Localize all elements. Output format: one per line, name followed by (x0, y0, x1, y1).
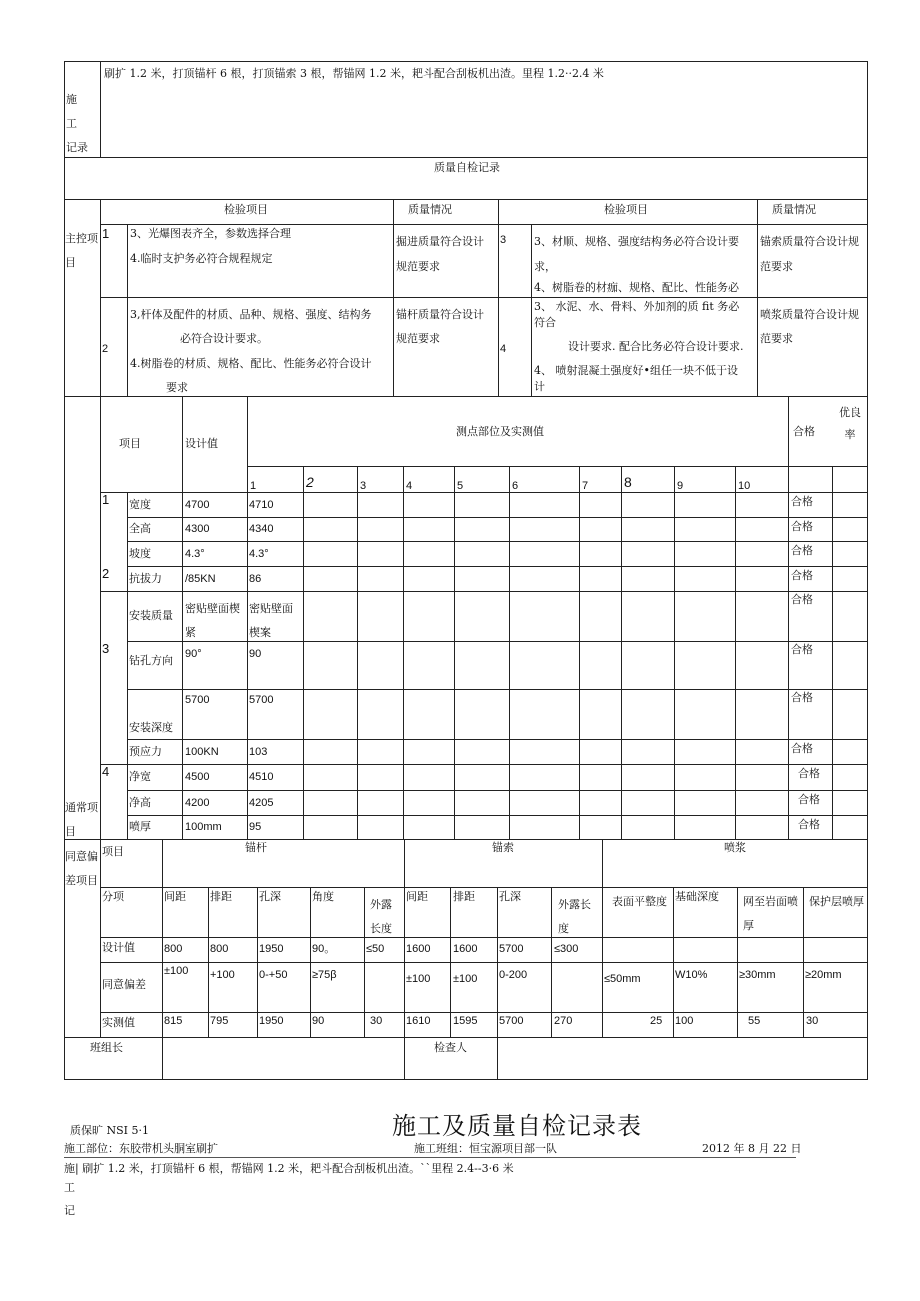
measured-value: 90 (249, 648, 262, 660)
header-underline (64, 1157, 796, 1158)
deviation-value: 90 (312, 1015, 325, 1027)
point-number: 6 (512, 480, 519, 492)
rule (497, 1037, 498, 1080)
deviation-value: W10% (675, 969, 708, 981)
rule (100, 61, 101, 157)
row2-right-quality: 范要求 (760, 332, 793, 345)
design-value: 密贴壁面楔紧 (185, 602, 240, 639)
subheader-cell: 排距 (453, 890, 475, 903)
pass-mark: 合格 (791, 544, 813, 557)
rule (64, 199, 868, 200)
rule (162, 1037, 163, 1080)
pass-mark: 合格 (791, 691, 813, 704)
general-header-item: 项目 (119, 437, 141, 450)
deviation-value: 1600 (453, 943, 478, 955)
subheader-cell: 间距 (406, 890, 428, 903)
rule (509, 466, 510, 839)
item-name: 坡度 (129, 547, 151, 560)
measured-value: 4340 (249, 523, 274, 535)
form-title: 施工及质量自检记录表 (392, 1112, 642, 1140)
next-record-label: 工 (64, 1181, 75, 1194)
pass-mark: 合格 (791, 569, 813, 582)
quality-title: 质量自检记录 (434, 161, 500, 174)
deviation-value: 1600 (406, 943, 431, 955)
point-number: 2 (306, 474, 314, 490)
point-number: 1 (250, 480, 257, 492)
row2-left-quality: 规范要求 (396, 332, 440, 345)
row2-right-line: 4、 喷射混凝土强度好•组任一块不低于设 (534, 364, 738, 377)
record-label-2: 工 (66, 117, 77, 130)
subheader-cell: 外露长度 (370, 898, 392, 935)
deviation-value: 5700 (499, 943, 524, 955)
group-number: 1 (102, 492, 110, 507)
deviation-header-bolt: 锚杆 (245, 841, 267, 854)
design-value: 4500 (185, 771, 210, 783)
design-value: 4.3° (185, 548, 205, 560)
form-code: 质保旷 NSI 5·1 (70, 1124, 149, 1137)
row2-no-left: 2 (102, 343, 109, 355)
deviation-value: 5700 (499, 1015, 524, 1027)
row1-no-left: 1 (102, 226, 110, 241)
measured-value: 4205 (249, 797, 274, 809)
rule (64, 1037, 868, 1038)
measured-value: 86 (249, 573, 262, 585)
rule (127, 689, 868, 690)
deviation-value: 90。 (312, 943, 336, 955)
rule (100, 591, 868, 592)
pass-mark: 合格 (791, 742, 813, 755)
subheader-cell: 保护层喷厚 (809, 895, 864, 908)
item-name: 预应力 (129, 745, 162, 758)
design-value: 4700 (185, 499, 210, 511)
subheader-cell: 孔深 (259, 890, 281, 903)
rule (100, 492, 868, 493)
measured-value: 4710 (249, 499, 274, 511)
design-value: 4200 (185, 797, 210, 809)
measured-value: 103 (249, 746, 268, 758)
point-number: 4 (406, 480, 413, 492)
row2-left-line: 必符合设计要求。 (180, 332, 268, 345)
measured-value: 密贴壁面楔案 (249, 602, 293, 639)
deviation-header-item: 项目 (102, 845, 124, 858)
deviation-value: ±100 (406, 973, 431, 985)
deviation-value: 795 (210, 1015, 229, 1027)
row2-left-quality: 锚杆质量符合设计 (396, 308, 484, 321)
site-team: 施工班组：恒宝源项目部一队 (414, 1142, 557, 1155)
row1-left-line: 3、光爆图表齐全，参数选择合理 (130, 227, 291, 240)
measured-value: 4.3° (249, 548, 269, 560)
row1-right-line: 3、材顺、规格、强度结构务必符合设计要 (534, 235, 739, 248)
item-name: 喷厚 (129, 820, 151, 833)
rule (832, 466, 833, 839)
rule (579, 466, 580, 839)
rule (127, 815, 868, 816)
signature-inspector: 检查人 (434, 1041, 467, 1054)
rule (100, 887, 868, 888)
row1-right-quality: 锚索质量符合设计规 (760, 235, 859, 248)
site-date: 2012 年 8 月 22 日 (702, 1142, 802, 1155)
general-header-points: 测点部位及实测值 (456, 425, 544, 438)
deviation-value: 55 (748, 1015, 761, 1027)
header-item-left: 检验项目 (224, 203, 268, 216)
row1-right-line: 4、树脂卷的材痂、规格、配比、性能务必 (534, 281, 739, 294)
rule (247, 396, 248, 839)
point-number: 9 (677, 480, 684, 492)
rule (100, 297, 868, 298)
subheader-cell: 网至岩面喷厚 (743, 895, 798, 932)
subheader-cell: 表面平整度 (612, 895, 667, 908)
deviation-value: 270 (554, 1015, 573, 1027)
row1-right-line: 求， (534, 260, 556, 273)
deviation-value: 800 (164, 943, 183, 955)
pass-mark: 合格 (791, 495, 813, 508)
subheader-cell: 排距 (210, 890, 232, 903)
rule (100, 1012, 868, 1013)
deviation-header-spray: 喷浆 (724, 841, 746, 854)
pass-mark: 合格 (791, 520, 813, 533)
row2-right-line: 符合 (534, 316, 556, 329)
subheader-cell: 角度 (312, 890, 334, 903)
rule (454, 466, 455, 839)
deviation-value: 815 (164, 1015, 183, 1027)
header-quality-left: 质量情况 (408, 203, 452, 216)
deviation-value: 0-+50 (259, 969, 288, 981)
item-name: 抗拔力 (129, 572, 162, 585)
general-label: 通常项目 (65, 801, 98, 838)
next-record-text: 施| 刷扩 1.2 米，打顶锚杆 6 根，帮锚网 1.2 米，耙斗配合刮板机出渣。``里程 2.4--3·6 米 (64, 1162, 514, 1175)
deviation-value: 1610 (406, 1015, 431, 1027)
rule (64, 839, 868, 840)
pass-mark: 合格 (791, 593, 813, 606)
general-header-pass: 合格 (793, 425, 815, 438)
rule (621, 466, 622, 839)
deviation-value: 100 (675, 1015, 694, 1027)
design-value: 90° (185, 648, 202, 660)
deviation-value: ≥75β (312, 969, 337, 981)
pass-mark: 合格 (798, 767, 820, 780)
design-value: /85KN (185, 573, 216, 585)
group-number: 2 (102, 566, 110, 581)
design-value: 100KN (185, 746, 219, 758)
rule (531, 224, 532, 396)
item-name: 钻孔方向 (129, 654, 173, 667)
rule (127, 739, 868, 740)
deviation-value: 25 (650, 1015, 663, 1027)
deviation-value: ≥30mm (739, 969, 776, 981)
deviation-value: ±100 (164, 965, 189, 977)
record-label-1: 施 (66, 93, 77, 106)
deviation-value: 1595 (453, 1015, 478, 1027)
deviation-value: 30 (370, 1015, 383, 1027)
header-quality-right: 质量情况 (772, 203, 816, 216)
rule (127, 566, 868, 567)
point-number: 3 (360, 480, 367, 492)
deviation-value: ≤50 (366, 943, 385, 955)
pass-mark: 合格 (798, 818, 820, 831)
deviation-value: ≤300 (554, 943, 579, 955)
measured-value: 95 (249, 821, 262, 833)
rule (404, 839, 405, 1079)
rule (674, 466, 675, 839)
row2-right-line: 设计要求. 配合比务必符合设计要求. (568, 340, 744, 353)
row2-left-line: 4.树脂卷的材质、规格、配比、性能务必符合设计 (130, 357, 372, 370)
rule (100, 764, 868, 765)
rule (403, 466, 404, 839)
rule (100, 396, 101, 839)
deviation-value: 0-200 (499, 969, 528, 981)
signature-leader: 班组长 (90, 1041, 123, 1054)
row2-left-line: 3,杆体及配件的材质、品种、规格、强度、结构务 (130, 308, 372, 321)
item-name: 净高 (129, 796, 151, 809)
deviation-header-cable: 锚索 (492, 841, 514, 854)
row1-right-quality: 范要求 (760, 260, 793, 273)
deviation-value: +100 (210, 969, 235, 981)
deviation-value: 1950 (259, 1015, 284, 1027)
general-header-excellent: 优良率 (839, 406, 861, 441)
row1-left-line: 4.临时支护务必符合规程规定 (130, 252, 273, 265)
rule (127, 790, 868, 791)
item-name: 安装深度 (129, 721, 173, 734)
header-item-right: 检验项目 (604, 203, 648, 216)
rule (788, 396, 789, 839)
item-name: 净宽 (129, 770, 151, 783)
subheader-cell: 基础深度 (675, 890, 719, 903)
point-number: 10 (738, 480, 751, 492)
rule (127, 541, 868, 542)
point-number: 5 (457, 480, 464, 492)
rule (127, 224, 128, 396)
rule (162, 839, 163, 1037)
deviation-value: 800 (210, 943, 229, 955)
subheader-cell: 孔深 (499, 890, 521, 903)
general-header-design: 设计值 (185, 437, 218, 450)
rule (735, 466, 736, 839)
rule (100, 962, 868, 963)
deviation-value: ±100 (453, 973, 478, 985)
design-value: 4300 (185, 523, 210, 535)
measured-value: 4510 (249, 771, 274, 783)
rule (64, 396, 868, 397)
row2-left-line: 要求 (166, 381, 188, 394)
deviation-row-label: 实测值 (102, 1016, 135, 1029)
rule (303, 466, 304, 839)
subheader-cell: 间距 (164, 890, 186, 903)
measured-value: 5700 (249, 694, 274, 706)
rule (182, 396, 183, 839)
rule (127, 517, 868, 518)
deviation-label: 同意偏差项目 (65, 850, 98, 887)
subheader-cell: 外露长度 (558, 898, 591, 935)
deviation-value: ≥20mm (805, 969, 842, 981)
deviation-value: 30 (806, 1015, 819, 1027)
rule (100, 224, 868, 225)
deviation-row-label: 设计值 (102, 941, 135, 954)
row2-right-line: 计 (534, 380, 545, 393)
record-label-3: 记录 (66, 141, 88, 154)
rule (247, 466, 868, 467)
row2-no-right: 4 (500, 343, 507, 355)
inspection-form (64, 61, 868, 1080)
pass-mark: 合格 (798, 793, 820, 806)
deviation-sub-label: 分项 (102, 890, 124, 903)
point-number: 7 (582, 480, 589, 492)
row1-left-quality: 掘进质量符合设计 (396, 235, 484, 248)
row2-right-quality: 喷浆质量符合设计规 (760, 308, 859, 321)
next-record-label: 记 (64, 1204, 75, 1217)
record-text: 刷扩 1.2 米，打顶锚杆 6 根，打顶锚索 3 根，帮锚网 1.2 米，耙斗配合刮板机出渣。里程 1.2··2.4 米 (104, 67, 604, 80)
rule (602, 839, 603, 887)
deviation-value: ≤50mm (604, 973, 641, 985)
item-name: 宽度 (129, 498, 151, 511)
item-name: 安装质量 (129, 609, 173, 622)
group-number: 3 (102, 641, 110, 656)
rule (357, 466, 358, 839)
main-control-label: 主控项目 (65, 232, 98, 269)
design-value: 5700 (185, 694, 210, 706)
deviation-row-label: 同意偏差 (102, 978, 146, 991)
rule (64, 157, 868, 158)
site-location: 施工部位：东胶带机头胴室刷扩 (64, 1142, 218, 1155)
row1-no-right: 3 (500, 234, 507, 246)
item-name: 全高 (129, 522, 151, 535)
deviation-value: 1950 (259, 943, 284, 955)
row2-right-line: 3、 水泥、水、骨料、外加剂的质 fit 务必 (534, 300, 740, 313)
rule (127, 492, 128, 839)
pass-mark: 合格 (791, 643, 813, 656)
group-number: 4 (102, 764, 110, 779)
row1-left-quality: 规范要求 (396, 260, 440, 273)
design-value: 100mm (185, 821, 222, 833)
point-number: 8 (624, 474, 632, 490)
